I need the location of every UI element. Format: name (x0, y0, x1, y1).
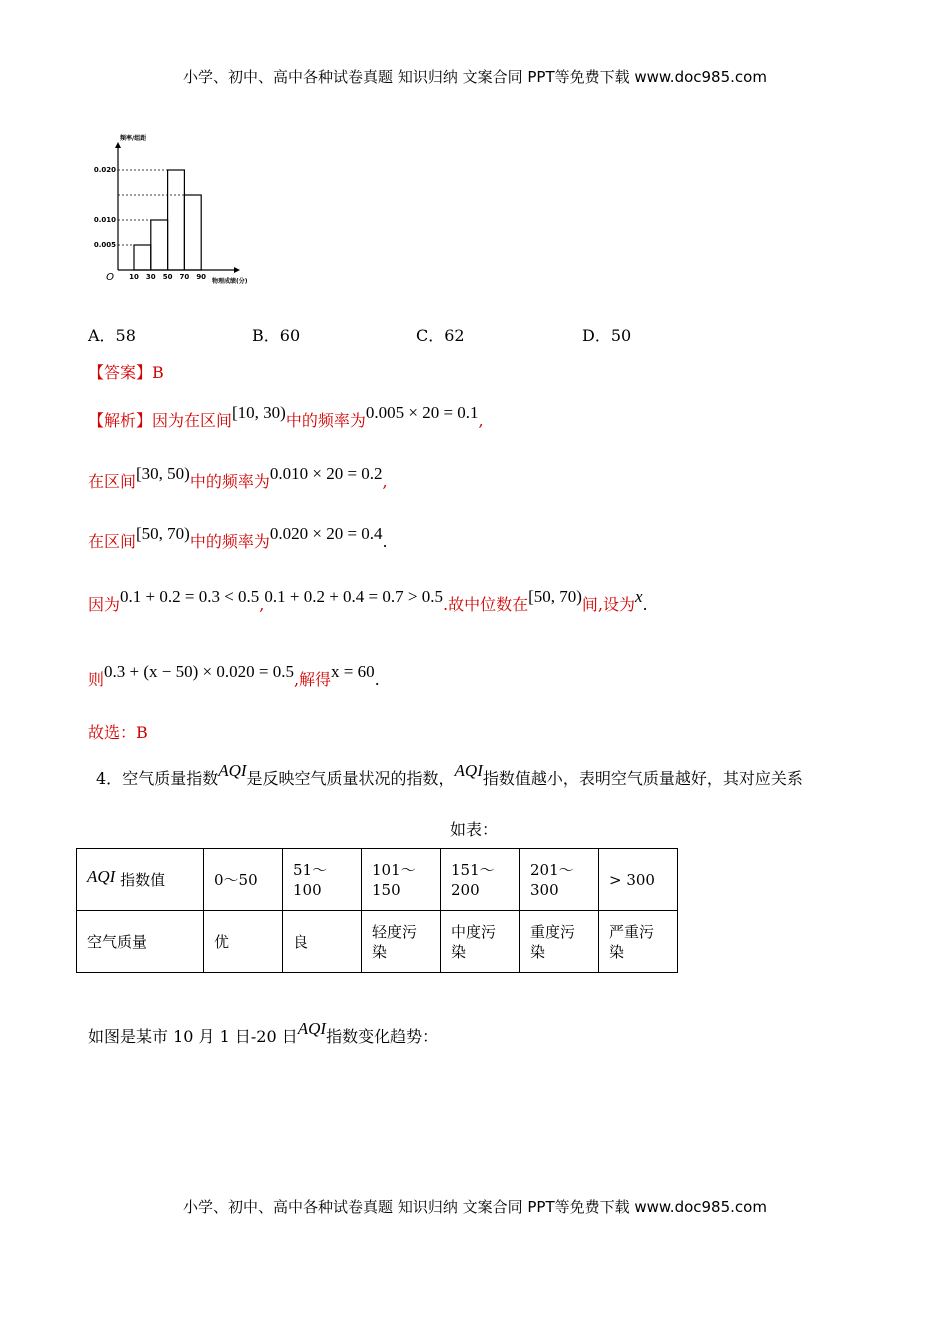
formula: 0.1 + 0.2 = 0.3 < 0.5 (120, 587, 260, 606)
formula: 0.3 + (x − 50) × 0.020 = 0.5 (104, 662, 294, 681)
table-cell: 严重污 染 (599, 911, 678, 973)
trend-caption (88, 1019, 439, 1047)
x-tick-label: 50 (162, 273, 173, 281)
analysis-text: 中的频率为 (189, 532, 270, 551)
analysis-text: 则 (88, 670, 105, 689)
question-4-line-2: 如表： (450, 820, 499, 839)
histogram-bar (184, 195, 201, 270)
analysis-text: 中的频率为 (285, 411, 366, 430)
formula: 0.1 + 0.2 + 0.4 = 0.7 > 0.5 (264, 587, 443, 606)
interval: [50, 70) (528, 587, 582, 606)
answer-label: 【答案】B (88, 363, 164, 382)
punctuation: , (478, 411, 484, 430)
histogram-bar (168, 170, 185, 270)
y-axis-arrow (115, 142, 121, 148)
aqi-symbol: AQI (297, 1019, 327, 1038)
variable: x (635, 587, 643, 606)
question-number: 4． (96, 769, 123, 788)
caption-text: 如图是某市 10 月 1 日-20 日 (88, 1027, 298, 1046)
x-tick-label: 70 (179, 273, 190, 281)
x-axis-arrow (234, 267, 240, 273)
table-cell: 101～ 150 (362, 849, 441, 911)
page-footer: 小学、初中、高中各种试卷真题 知识归纳 文案合同 PPT等免费下载 www.doc985.com (183, 1198, 767, 1216)
question-4-line-1 (96, 761, 803, 789)
analysis-line-2 (88, 464, 388, 492)
analysis-conclusion: 故选：B (88, 723, 148, 742)
origin-label: O (106, 272, 114, 283)
interval: [30, 50) (136, 464, 190, 483)
analysis-line-3 (88, 524, 388, 552)
table-cell: 轻度污 染 (362, 911, 441, 973)
table-cell: > 300 (599, 849, 678, 911)
interval: [10, 30) (232, 403, 286, 422)
analysis-line-5 (88, 662, 380, 690)
frequency-histogram (93, 130, 258, 290)
x-tick-label: 10 (129, 273, 139, 281)
table-cell: 优 (204, 911, 283, 973)
aqi-symbol: AQI (87, 866, 116, 886)
histogram-bar (151, 220, 168, 270)
table-cell: 51～100 (283, 849, 362, 911)
aqi-table (76, 848, 678, 973)
x-tick-label: 30 (145, 273, 156, 281)
x-tick-label: 90 (196, 273, 207, 281)
punctuation: . (382, 532, 388, 551)
table-cell: 中度污 染 (441, 911, 520, 973)
aqi-symbol: AQI (454, 761, 483, 780)
question-text: 空气质量指数 (122, 769, 219, 788)
question-text: 是反映空气质量状况的指数， (246, 769, 455, 788)
analysis-text: 因为 (88, 595, 121, 614)
analysis-line-1 (88, 403, 484, 431)
table-cell: 良 (283, 911, 362, 973)
analysis-text: 在区间 (88, 472, 137, 491)
table-header-cell: 空气质量 (77, 911, 204, 973)
formula: 0.010 × 20 = 0.2 (269, 464, 383, 483)
table-cell: 0～50 (204, 849, 283, 911)
option-b[interactable]: B．60 (252, 326, 301, 345)
formula: 0.020 × 20 = 0.4 (269, 524, 383, 543)
punctuation: . (374, 670, 380, 689)
analysis-text: 在区间 (88, 532, 137, 551)
analysis-line-4 (88, 587, 648, 615)
analysis-text: 【解析】因为在区间 (88, 411, 233, 430)
table-cell: 重度污 染 (520, 911, 599, 973)
table-row (77, 911, 678, 973)
punctuation: , (259, 595, 265, 614)
table-cell: 151～ 200 (441, 849, 520, 911)
punctuation: , (382, 472, 388, 491)
page-header: 小学、初中、高中各种试卷真题 知识归纳 文案合同 PPT等免费下载 www.doc985.com (183, 68, 767, 86)
interval: [50, 70) (136, 524, 190, 543)
option-d[interactable]: D．50 (582, 326, 632, 345)
table-header-cell (77, 849, 204, 911)
analysis-text: .故中位数在 (442, 595, 529, 614)
analysis-text: 中的频率为 (189, 472, 270, 491)
x-axis-label: 物理成绩(分) (212, 278, 248, 285)
formula: x = 60 (331, 662, 375, 681)
y-tick-label: 0.020 (93, 166, 116, 174)
cell-text: 指数值 (120, 870, 166, 889)
analysis-text: 间,设为 (581, 595, 635, 614)
option-a[interactable]: A．58 (88, 326, 136, 345)
aqi-symbol: AQI (218, 761, 247, 780)
histogram-bar (134, 245, 151, 270)
analysis-text: ,解得 (293, 670, 332, 689)
punctuation: . (642, 595, 648, 614)
caption-text: 指数变化趋势： (326, 1027, 439, 1046)
table-cell: 201～ 300 (520, 849, 599, 911)
y-tick-label: 0.010 (93, 216, 116, 224)
y-tick-label: 0.005 (93, 241, 116, 249)
formula: 0.005 × 20 = 0.1 (365, 403, 479, 422)
answer-options (88, 323, 848, 347)
y-axis-label: 频率/组距 (120, 135, 147, 142)
question-text: 指数值越小，表明空气质量越好，其对应关系 (482, 769, 803, 788)
option-c[interactable]: C．62 (416, 326, 465, 345)
table-row (77, 849, 678, 911)
